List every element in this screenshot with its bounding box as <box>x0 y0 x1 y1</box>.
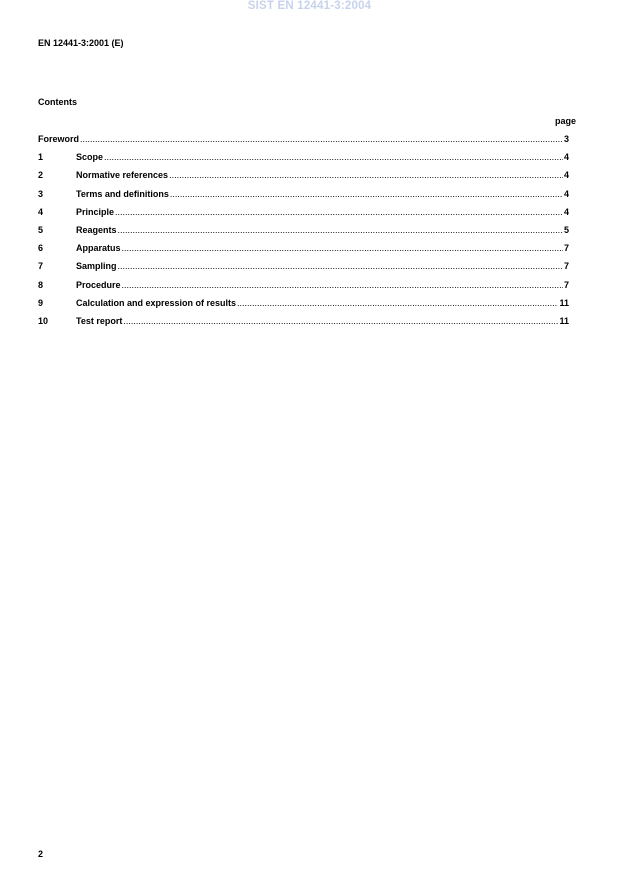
toc-entry-number: 3 <box>38 188 44 199</box>
toc-entry-number: 8 <box>38 279 44 290</box>
toc-entry-number: 5 <box>38 224 44 235</box>
dot-leader <box>122 280 563 291</box>
toc-entry-number: 10 <box>38 315 49 326</box>
dot-leader <box>122 243 563 254</box>
toc-entry-apparatus[interactable] <box>38 243 569 261</box>
toc-entry-title: Sampling <box>76 261 117 272</box>
toc-entry-page: 3 <box>563 134 569 144</box>
toc-entry-foreword[interactable] <box>38 134 569 152</box>
toc-entry-page: 4 <box>563 170 569 181</box>
toc-entry-title: Procedure <box>76 279 121 290</box>
toc-entry-scope[interactable] <box>38 152 569 170</box>
dot-leader <box>104 152 563 163</box>
toc-entry-number: 2 <box>38 170 44 181</box>
toc-entry-title: Apparatus <box>76 243 121 254</box>
toc-entry-title: Calculation and expression of results <box>76 297 237 308</box>
toc-entry-number: 9 <box>38 297 44 308</box>
document-id: EN 12441-3:2001 (E) <box>38 38 124 48</box>
page-number: 2 <box>38 849 44 859</box>
toc-entry-page: 4 <box>563 188 569 199</box>
toc-entry-reagents[interactable] <box>38 225 569 243</box>
toc-entry-page: 5 <box>563 224 569 235</box>
toc-entry-test-report[interactable] <box>38 316 569 334</box>
dot-leader <box>118 225 563 236</box>
toc-entry-title: Scope <box>76 152 104 163</box>
toc-entry-page: 7 <box>563 243 569 254</box>
toc-entry-page: 11 <box>559 297 569 308</box>
dot-leader <box>123 316 558 327</box>
page-column-label: page <box>554 116 576 126</box>
toc-entry-number: 6 <box>38 243 44 254</box>
dot-leader <box>118 261 563 272</box>
toc-entry-principle[interactable] <box>38 207 569 225</box>
toc-entry-procedure[interactable] <box>38 280 569 298</box>
toc-entry-number: 1 <box>38 152 44 163</box>
toc-entry-page: 11 <box>559 315 569 326</box>
toc-entry-page: 7 <box>563 279 569 290</box>
toc-entry-title: Reagents <box>76 224 117 235</box>
toc-entry-sampling[interactable] <box>38 261 569 279</box>
toc-entry-page: 4 <box>563 206 569 217</box>
toc-entry-title: Foreword <box>38 134 80 144</box>
dot-leader <box>115 207 563 218</box>
dot-leader <box>80 134 563 145</box>
contents-heading: Contents <box>38 97 77 107</box>
toc-entry-normative-references[interactable] <box>38 170 569 188</box>
dot-leader <box>237 298 558 309</box>
toc-entry-number: 4 <box>38 206 44 217</box>
toc-entry-page: 7 <box>563 261 569 272</box>
toc-entry-calculation[interactable] <box>38 298 569 316</box>
toc-entry-title: Terms and definitions <box>76 188 169 199</box>
table-of-contents <box>38 134 569 334</box>
toc-entry-terms-and-definitions[interactable] <box>38 189 569 207</box>
dot-leader <box>170 189 563 200</box>
toc-entry-page: 4 <box>563 152 569 163</box>
toc-entry-title: Normative references <box>76 170 169 181</box>
toc-entry-number: 7 <box>38 261 44 272</box>
toc-entry-title: Principle <box>76 206 115 217</box>
dot-leader <box>169 170 563 181</box>
watermark: SIST EN 12441-3:2004 <box>247 0 372 12</box>
toc-entry-title: Test report <box>76 315 123 326</box>
